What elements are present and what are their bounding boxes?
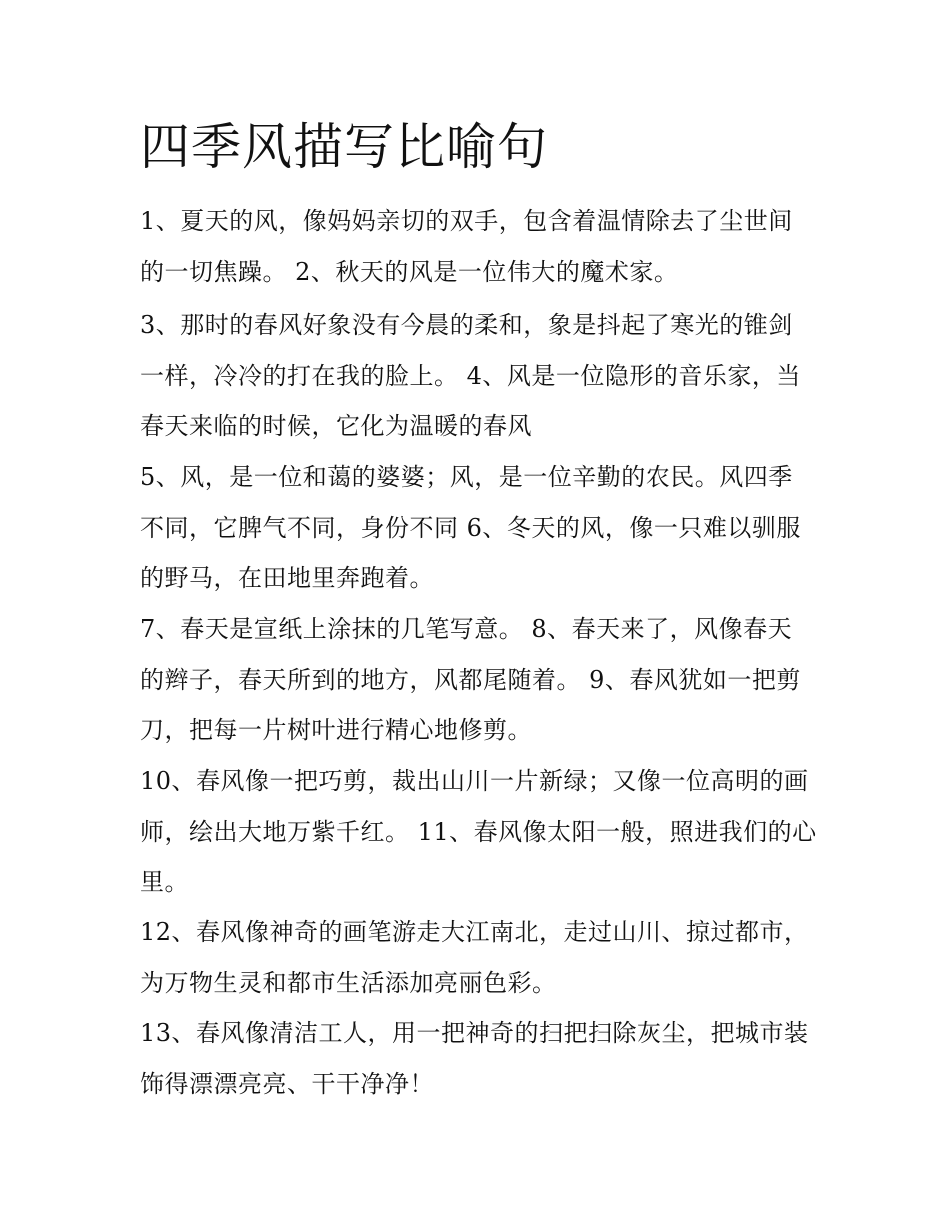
body-line-7: 不同，它脾气不同，身份不同 6、冬天的风，像一只难以驯服 xyxy=(140,514,801,542)
body-line-11: 刀，把每一片树叶进行精心地修剪。 xyxy=(140,716,532,744)
body-line-12: 10、春风像一把巧剪，裁出山川一片新绿；又像一位高明的画 xyxy=(140,767,809,795)
body-line-17: 13、春风像清洁工人，用一把神奇的扫把扫除灰尘，把城市装 xyxy=(140,1019,809,1047)
body-line-16: 为万物生灵和都市生活添加亮丽色彩。 xyxy=(140,969,557,997)
page-title: 四季风描写比喻句 xyxy=(140,118,548,176)
body-line-8: 的野马，在田地里奔跑着。 xyxy=(140,564,434,592)
body-line-13: 师，绘出大地万紫千红。 11、春风像太阳一般，照进我们的心 xyxy=(140,818,817,846)
body-line-5: 春天来临的时候，它化为温暖的春风 xyxy=(140,412,532,440)
body-line-18: 饰得漂漂亮亮、干干净净！ xyxy=(140,1070,434,1098)
body-line-4: 一样，冷冷的打在我的脸上。 4、风是一位隐形的音乐家，当 xyxy=(140,362,801,390)
body-line-14: 里。 xyxy=(140,868,189,896)
body-line-3: 3、那时的春风好象没有今晨的柔和，象是抖起了寒光的锥剑 xyxy=(140,311,793,339)
body-line-2: 的一切焦躁。 2、秋天的风是一位伟大的魔术家。 xyxy=(140,258,679,286)
body-line-9: 7、春天是宣纸上涂抹的几笔写意。 8、春天来了，风像春天 xyxy=(140,615,793,643)
body-line-15: 12、春风像神奇的画笔游走大江南北，走过山川、掠过都市， xyxy=(140,918,809,946)
body-line-10: 的辫子，春天所到的地方，风都尾随着。 9、春风犹如一把剪 xyxy=(140,666,801,694)
body-line-1: 1、夏天的风，像妈妈亲切的双手，包含着温情除去了尘世间 xyxy=(140,207,793,235)
body-line-6: 5、风，是一位和蔼的婆婆；风，是一位辛勤的农民。风四季 xyxy=(140,463,793,491)
